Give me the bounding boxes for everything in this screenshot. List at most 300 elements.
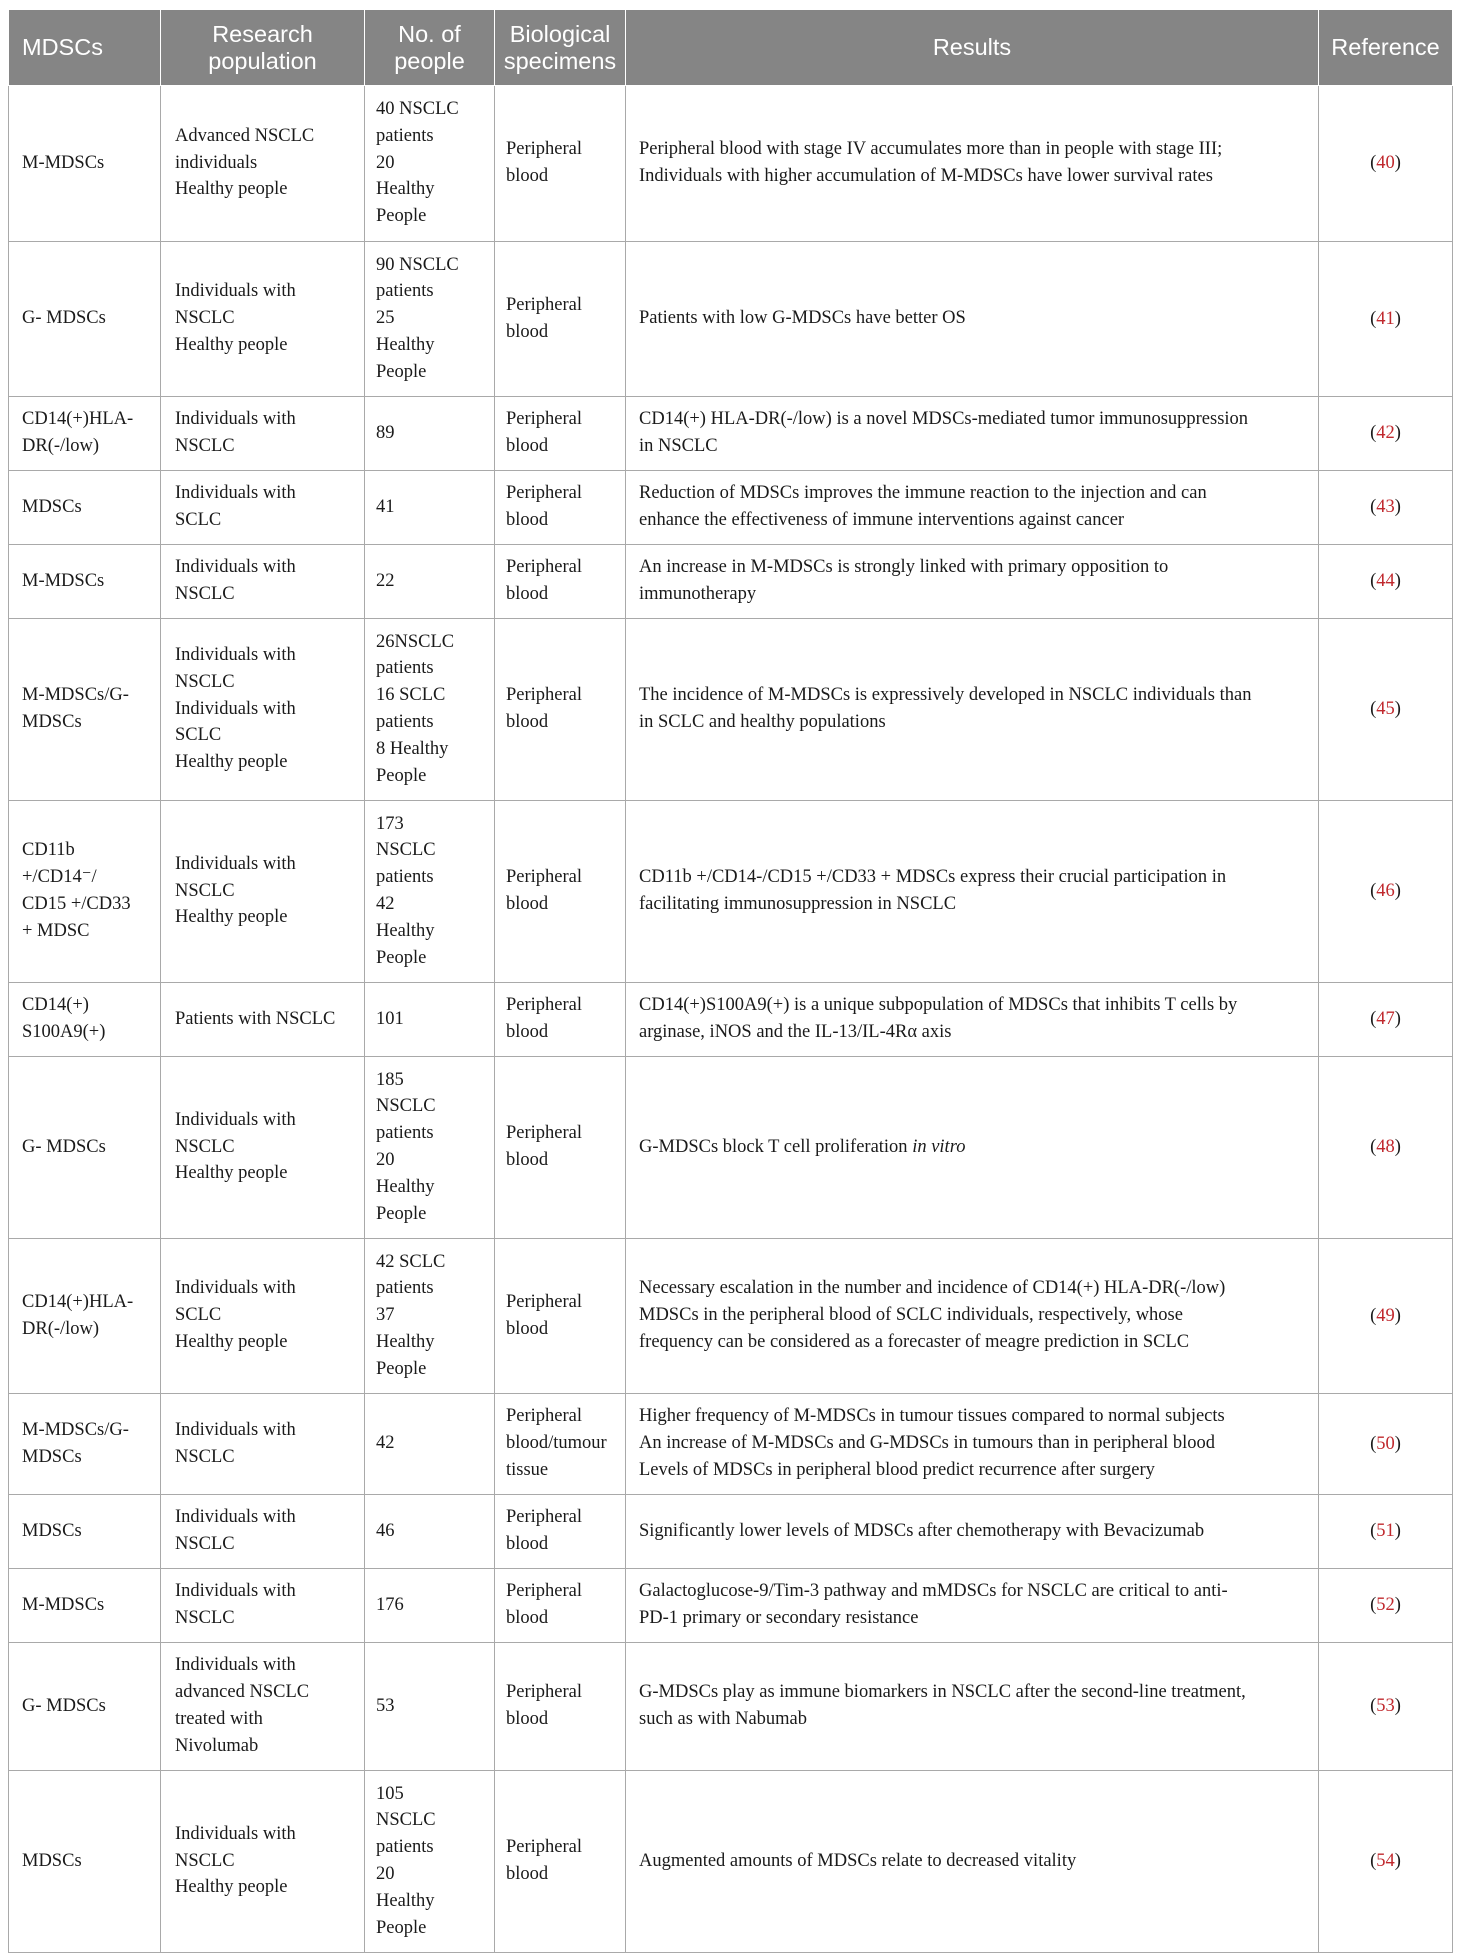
cell-text-line: individuals (175, 152, 258, 173)
cell-reference (1319, 242, 1453, 397)
cell-text-line: NSCLC (175, 880, 235, 901)
cell-mdscs (9, 545, 161, 619)
cell-text-line: Individuals with (175, 853, 296, 874)
cell-results (626, 471, 1319, 545)
cell-text-line: S100A9(+) (22, 1022, 106, 1042)
cell-text-line: DR(-/low) (22, 436, 100, 456)
cell-mdscs (9, 1394, 161, 1495)
cell-results (626, 397, 1319, 471)
cell-no-of-people (365, 397, 495, 471)
cell-text-line: NSCLC (175, 1446, 235, 1467)
paren-close: ) (1394, 881, 1401, 902)
cell-reference (1319, 983, 1453, 1057)
reference-link[interactable]: 48 (1376, 1137, 1395, 1158)
cell-text-line: Healthy (376, 179, 435, 200)
cell-text-line: M-MDSCs/G- (22, 685, 129, 706)
cell-biological-specimens (495, 242, 626, 397)
table-row (9, 801, 1453, 983)
cell-reference (1319, 471, 1453, 545)
cell-text-line: 42 SCLC (376, 1251, 446, 1272)
cell-text-line: +/CD14⁻/ (22, 867, 97, 888)
cell-no-of-people (365, 1057, 495, 1239)
cell-biological-specimens (495, 86, 626, 242)
cell-text-line: DR(-/low) (22, 1318, 100, 1339)
cell-research-population (161, 86, 365, 242)
reference-link[interactable]: 45 (1376, 699, 1395, 720)
cell-research-population (161, 983, 365, 1057)
cell-text-line: Healthy (376, 334, 435, 355)
cell-research-population (161, 1643, 365, 1771)
cell-text-line: in SCLC and healthy populations (639, 712, 886, 732)
cell-reference (1319, 86, 1453, 242)
cell-text-line: Individuals with (175, 409, 296, 430)
cell-reference (1319, 545, 1453, 619)
cell-text-line: facilitating immunosuppression in NSCLC (639, 894, 957, 914)
cell-no-of-people (365, 619, 495, 801)
cell-text-line: Individuals with higher accumulation of M-MDSCs have lower survival rates (639, 166, 1213, 186)
cell-research-population (161, 1239, 365, 1394)
cell-text-line: Healthy (376, 1331, 435, 1352)
cell-text-line: Healthy people (175, 752, 288, 773)
table-header (9, 10, 1453, 86)
cell-text-line: enhance the effectiveness of immune interventions against cancer (639, 510, 1125, 530)
cell-text-line: patients (376, 658, 434, 679)
results-text: G-MDSCs block T cell proliferation (639, 1136, 913, 1157)
cell-reference (1319, 397, 1453, 471)
cell-text-line: 90 NSCLC (376, 254, 459, 275)
cell-text-line: blood (506, 1864, 549, 1884)
cell-text-line: Nivolumab (175, 1735, 259, 1756)
paren-open: ( (1370, 497, 1377, 518)
cell-text-line: Augmented amounts of MDSCs relate to decreased vitality (639, 1850, 1077, 1871)
cell-mdscs (9, 1239, 161, 1394)
cell-biological-specimens (495, 397, 626, 471)
cell-text-line: SCLC (175, 1305, 222, 1326)
cell-text-line: MDSCs (22, 1446, 82, 1467)
cell-text-line: Reference (1331, 34, 1440, 60)
cell-research-population (161, 242, 365, 397)
cell-text-line: M-MDSCs (22, 1594, 105, 1615)
cell-no-of-people (365, 801, 495, 983)
cell-text-line: such as with Nabumab (639, 1709, 808, 1729)
cell-no-of-people (365, 545, 495, 619)
cell-text-line: People (376, 1203, 427, 1224)
cell-text-line: Results (932, 34, 1012, 60)
cell-text-line: blood (506, 166, 549, 186)
cell-text-line: PD-1 primary or secondary resistance (639, 1608, 919, 1628)
paren-open: ( (1370, 699, 1377, 720)
cell-reference (1319, 1771, 1453, 1953)
cell-text-line: Individuals with (175, 1507, 296, 1528)
cell-text-line: 16 SCLC (376, 685, 446, 706)
cell-text-line: NSCLC (376, 1096, 436, 1117)
cell-text-line: Peripheral blood with stage IV accumulates more than in people with stage III; (639, 139, 1223, 160)
cell-text-line: Healthy (376, 920, 435, 941)
cell-results (626, 242, 1319, 397)
paren-open: ( (1370, 1696, 1377, 1717)
cell-text-line: Peripheral (506, 409, 583, 430)
table-container (8, 9, 1452, 1953)
cell-text-line: Individuals with (175, 645, 296, 665)
cell-text-line: 26NSCLC (376, 631, 455, 652)
cell-text-line: Healthy people (175, 907, 288, 928)
table-body (9, 86, 1453, 1953)
cell-text-line: patients (376, 1837, 434, 1858)
cell-text-line: An increase in M-MDSCs is strongly linked with primary opposition to (639, 557, 1169, 578)
cell-text-line: Peripheral (506, 1837, 583, 1858)
cell-text-line: People (376, 361, 427, 382)
cell-text-line: 8 Healthy (376, 738, 449, 759)
cell-text-line: patients (376, 1278, 434, 1299)
cell-biological-specimens (495, 1057, 626, 1239)
table-row (9, 397, 1453, 471)
cell-text-line: tissue (506, 1459, 549, 1480)
paren-close: ) (1394, 153, 1401, 174)
cell-text-line: patients (376, 1123, 434, 1144)
cell-research-population (161, 397, 365, 471)
paren-open: ( (1370, 1851, 1377, 1872)
header-research-population (161, 10, 365, 86)
cell-reference (1319, 1239, 1453, 1394)
cell-text-line: 185 (376, 1069, 404, 1090)
paren-open: ( (1370, 1521, 1377, 1542)
paren-close: ) (1394, 1696, 1401, 1717)
cell-text-line: patients (376, 281, 434, 302)
cell-biological-specimens (495, 1495, 626, 1569)
cell-results (626, 1495, 1319, 1569)
cell-text-line: G- MDSCs (22, 1136, 106, 1157)
cell-text-line: An increase of M-MDSCs and G-MDSCs in tumours than in peripheral blood (639, 1433, 1216, 1454)
mdsc-studies-table (8, 9, 1453, 1953)
cell-text-line: NSCLC (175, 1850, 235, 1871)
cell-research-population (161, 1569, 365, 1643)
cell-text-line: in NSCLC (639, 436, 718, 456)
paren-close: ) (1394, 1851, 1401, 1872)
cell-text-line: Peripheral (506, 1406, 583, 1427)
table-row (9, 1057, 1453, 1239)
header-mdscs (9, 10, 161, 86)
cell-results (626, 1239, 1319, 1394)
cell-text-line: blood (506, 1318, 549, 1339)
cell-text-line: CD14(+) (22, 995, 89, 1016)
cell-text-line: Healthy people (175, 1877, 288, 1898)
cell-results (626, 1394, 1319, 1495)
cell-text-line: 40 NSCLC (376, 99, 459, 119)
cell-text-line: MDSCs in the peripheral blood of SCLC individuals, respectively, whose (639, 1305, 1183, 1326)
cell-text-line: M-MDSCs/G- (22, 1419, 129, 1440)
cell-reference (1319, 1394, 1453, 1495)
cell-no-of-people (365, 242, 495, 397)
cell-text-line: patients (376, 125, 434, 146)
cell-text-line: Peripheral (506, 1291, 583, 1312)
header-biological-specimens (495, 10, 626, 86)
cell-text-line: Peripheral (506, 867, 583, 888)
cell-text-line: 46 (376, 1520, 395, 1541)
cell-reference (1319, 1057, 1453, 1239)
reference-link[interactable]: 51 (1376, 1521, 1395, 1542)
cell-text-line: CD11b +/CD14-/CD15 +/CD33 + MDSCs express their crucial participation in (639, 867, 1227, 888)
paren-close: ) (1394, 571, 1401, 592)
paren-close: ) (1394, 1433, 1401, 1454)
cell-research-population (161, 471, 365, 545)
cell-biological-specimens (495, 1394, 626, 1495)
cell-text-line: Peripheral (506, 139, 583, 160)
cell-text-line: G- MDSCs (22, 1695, 106, 1716)
reference-link[interactable]: 52 (1376, 1595, 1395, 1616)
cell-text-line: Necessary escalation in the number and incidence of CD14(+) HLA-DR(-/low) (639, 1278, 1226, 1299)
table-row (9, 1239, 1453, 1394)
cell-text-line: Healthy people (175, 334, 288, 355)
cell-research-population (161, 545, 365, 619)
table-row (9, 1643, 1453, 1771)
cell-text-line: 22 (376, 570, 395, 591)
cell-text-line: blood/tumour (506, 1433, 607, 1454)
cell-text-line: G-MDSCs play as immune biomarkers in NSCLC after the second-line treatment, (639, 1682, 1246, 1703)
cell-research-population (161, 801, 365, 983)
cell-text-line: blood (506, 894, 549, 914)
cell-text-line: blood (506, 584, 549, 604)
cell-results (626, 801, 1319, 983)
cell-biological-specimens (495, 619, 626, 801)
cell-research-population (161, 1771, 365, 1953)
cell-reference (1319, 1643, 1453, 1771)
cell-research-population (161, 1394, 365, 1495)
cell-mdscs (9, 1057, 161, 1239)
cell-text-line: 176 (376, 1594, 404, 1615)
cell-no-of-people (365, 1394, 495, 1495)
cell-text-line: 53 (376, 1695, 395, 1716)
cell-text-line: 20 (376, 1150, 395, 1170)
cell-text-line: blood (506, 436, 549, 456)
paren-close: ) (1394, 497, 1401, 518)
cell-text-line: People (376, 947, 427, 968)
paren-close: ) (1394, 423, 1401, 444)
cell-text-line: patients (376, 712, 434, 732)
cell-research-population (161, 619, 365, 801)
cell-text-line: NSCLC (175, 584, 235, 604)
cell-text-line: Healthy (376, 1890, 435, 1911)
cell-text-line: Peripheral (506, 995, 583, 1016)
cell-text-line: CD11b (22, 840, 75, 861)
cell-text-line: Individuals with (175, 1655, 296, 1676)
cell-text-line: NSCLC (175, 671, 235, 692)
cell-text-line: blood (506, 1150, 549, 1170)
cell-text-line: Individuals with (175, 1278, 296, 1299)
cell-mdscs (9, 242, 161, 397)
cell-no-of-people (365, 1569, 495, 1643)
cell-biological-specimens (495, 1239, 626, 1394)
paren-open: ( (1370, 571, 1377, 592)
header-row (9, 10, 1453, 86)
cell-text-line: Peripheral (506, 483, 583, 504)
reference-link[interactable]: 47 (1376, 1009, 1395, 1030)
cell-text-line: 42 (376, 894, 395, 914)
table-row (9, 86, 1453, 242)
paren-open: ( (1370, 1595, 1377, 1616)
cell-text-line: Individuals with (175, 1109, 296, 1130)
reference-link[interactable]: 46 (1376, 881, 1395, 902)
cell-text-line: blood (506, 1022, 549, 1042)
cell-mdscs (9, 1569, 161, 1643)
cell-text-line: NSCLC (175, 308, 235, 329)
reference-link[interactable]: 50 (1376, 1433, 1395, 1454)
cell-text-line: SCLC (175, 725, 222, 746)
cell-mdscs (9, 983, 161, 1057)
cell-text-line: Healthy people (175, 1163, 288, 1184)
reference-link[interactable]: 43 (1376, 497, 1395, 518)
cell-text-line: MDSCs (22, 712, 82, 732)
cell-text-line: blood (506, 510, 549, 530)
paren-close: ) (1394, 1009, 1401, 1030)
table-row (9, 545, 1453, 619)
paren-close: ) (1394, 1595, 1401, 1616)
cell-text-line: 89 (376, 422, 395, 443)
cell-text-line (639, 1134, 1308, 1161)
cell-text-line: NSCLC (376, 1810, 436, 1831)
cell-no-of-people (365, 1643, 495, 1771)
cell-text-line: NSCLC (175, 436, 235, 456)
cell-text-line: 20 (376, 152, 395, 173)
cell-text-line: NSCLC (376, 840, 436, 861)
reference-link[interactable]: 40 (1376, 153, 1395, 174)
cell-text-line: Reduction of MDSCs improves the immune reaction to the injection and can (639, 483, 1207, 504)
cell-text-line: specimens (503, 47, 617, 74)
cell-text-line: Biological (509, 20, 611, 47)
cell-text-line: Peripheral (506, 1682, 583, 1703)
cell-text-line: Individuals with (175, 1419, 296, 1440)
reference-link[interactable]: 44 (1376, 571, 1395, 592)
paren-close: ) (1394, 1137, 1401, 1158)
paren-open: ( (1370, 153, 1377, 174)
cell-biological-specimens (495, 471, 626, 545)
cell-text-line: G- MDSCs (22, 308, 106, 329)
cell-text-line: MDSCs (22, 496, 82, 517)
cell-text-line: NSCLC (175, 1534, 235, 1554)
cell-no-of-people (365, 471, 495, 545)
cell-mdscs (9, 1495, 161, 1569)
cell-text-line: Healthy people (175, 179, 288, 200)
cell-text-line: 101 (376, 1008, 404, 1029)
cell-text-line: arginase, iNOS and the IL-13/IL-4Rα axis (639, 1022, 952, 1042)
paren-close: ) (1394, 699, 1401, 720)
cell-results (626, 619, 1319, 801)
cell-text-line: Galactoglucose-9/Tim-3 pathway and mMDSCs for NSCLC are critical to anti- (639, 1581, 1228, 1602)
cell-text-line: Individuals with (175, 698, 296, 719)
paren-open: ( (1370, 1009, 1377, 1030)
cell-biological-specimens (495, 801, 626, 983)
cell-text-line: 25 (376, 308, 395, 329)
cell-text-line: MDSCs (22, 1520, 82, 1541)
cell-text-line: immunotherapy (639, 584, 757, 604)
reference-link[interactable]: 54 (1376, 1851, 1395, 1872)
cell-text-line: MDSCs (22, 1850, 82, 1871)
cell-text-line: Healthy people (175, 1331, 288, 1352)
header-no-of-people (365, 10, 495, 86)
cell-text-line: Research (212, 20, 313, 47)
cell-research-population (161, 1495, 365, 1569)
cell-text-line: frequency can be considered as a forecaster of meagre prediction in SCLC (639, 1331, 1190, 1352)
cell-text-line: CD14(+)HLA- (22, 409, 134, 430)
reference-link[interactable]: 41 (1376, 308, 1395, 329)
cell-text-line: treated with (175, 1709, 263, 1729)
cell-text-line: blood (506, 321, 549, 342)
cell-results (626, 1057, 1319, 1239)
table-row (9, 1495, 1453, 1569)
cell-mdscs (9, 1771, 161, 1953)
cell-biological-specimens (495, 1643, 626, 1771)
paren-open: ( (1370, 1305, 1377, 1326)
cell-text-line: Peripheral (506, 685, 583, 706)
cell-text-line: 42 (376, 1433, 395, 1454)
cell-no-of-people (365, 1771, 495, 1953)
cell-text-line: Peripheral (506, 1507, 583, 1528)
cell-text-line: Peripheral (506, 294, 583, 315)
cell-no-of-people (365, 86, 495, 242)
cell-text-line: Significantly lower levels of MDSCs after chemotherapy with Bevacizumab (639, 1520, 1205, 1541)
table-row (9, 619, 1453, 801)
cell-text-line: CD14(+) HLA-DR(-/low) is a novel MDSCs-mediated tumor immunosuppression (639, 409, 1249, 430)
results-italic-text: in vitro (912, 1136, 966, 1157)
cell-no-of-people (365, 983, 495, 1057)
cell-research-population (161, 1057, 365, 1239)
cell-mdscs (9, 619, 161, 801)
cell-reference (1319, 619, 1453, 801)
cell-text-line: Higher frequency of M-MDSCs in tumour tissues compared to normal subjects (639, 1406, 1225, 1427)
cell-text-line: Levels of MDSCs in peripheral blood predict recurrence after surgery (639, 1459, 1155, 1480)
cell-text-line: advanced NSCLC (175, 1682, 310, 1703)
cell-results (626, 86, 1319, 242)
cell-mdscs (9, 1643, 161, 1771)
cell-text-line: Patients with low G-MDSCs have better OS (639, 308, 966, 329)
cell-text-line: 41 (376, 496, 395, 517)
header-reference (1319, 10, 1453, 86)
cell-biological-specimens (495, 545, 626, 619)
cell-text-line: People (376, 206, 427, 227)
cell-reference (1319, 1569, 1453, 1643)
reference-link[interactable]: 49 (1376, 1305, 1395, 1326)
cell-text-line: Healthy (376, 1176, 435, 1197)
cell-text-line: NSCLC (175, 1136, 235, 1157)
cell-text-line: blood (506, 1608, 549, 1628)
cell-text-line: Individuals with (175, 1581, 296, 1602)
cell-text-line: 37 (376, 1305, 395, 1326)
cell-results (626, 983, 1319, 1057)
reference-link[interactable]: 42 (1376, 423, 1395, 444)
cell-text-line: Advanced NSCLC (175, 125, 315, 146)
cell-text-line: 173 (376, 813, 404, 834)
cell-results (626, 545, 1319, 619)
table-row (9, 242, 1453, 397)
reference-link[interactable]: 53 (1376, 1696, 1395, 1717)
cell-text-line: M-MDSCs (22, 152, 105, 173)
cell-text-line: SCLC (175, 510, 222, 530)
cell-text-line: CD14(+)HLA- (22, 1291, 134, 1312)
cell-text-line: 20 (376, 1864, 395, 1884)
cell-text-line: People (376, 1358, 427, 1379)
cell-text-line: 105 (376, 1783, 404, 1804)
cell-text-line: People (376, 1917, 427, 1938)
cell-text-line: Patients with NSCLC (175, 1008, 336, 1029)
cell-text-line: people (394, 47, 465, 74)
cell-text-line: CD15 +/CD33 (22, 894, 131, 914)
cell-text-line: The incidence of M-MDSCs is expressively developed in NSCLC individuals than (639, 685, 1252, 706)
cell-text-line: NSCLC (175, 1608, 235, 1628)
cell-reference (1319, 1495, 1453, 1569)
cell-text-line: Peripheral (506, 1123, 583, 1144)
table-row (9, 471, 1453, 545)
paren-close: ) (1394, 1521, 1401, 1542)
cell-biological-specimens (495, 1771, 626, 1953)
